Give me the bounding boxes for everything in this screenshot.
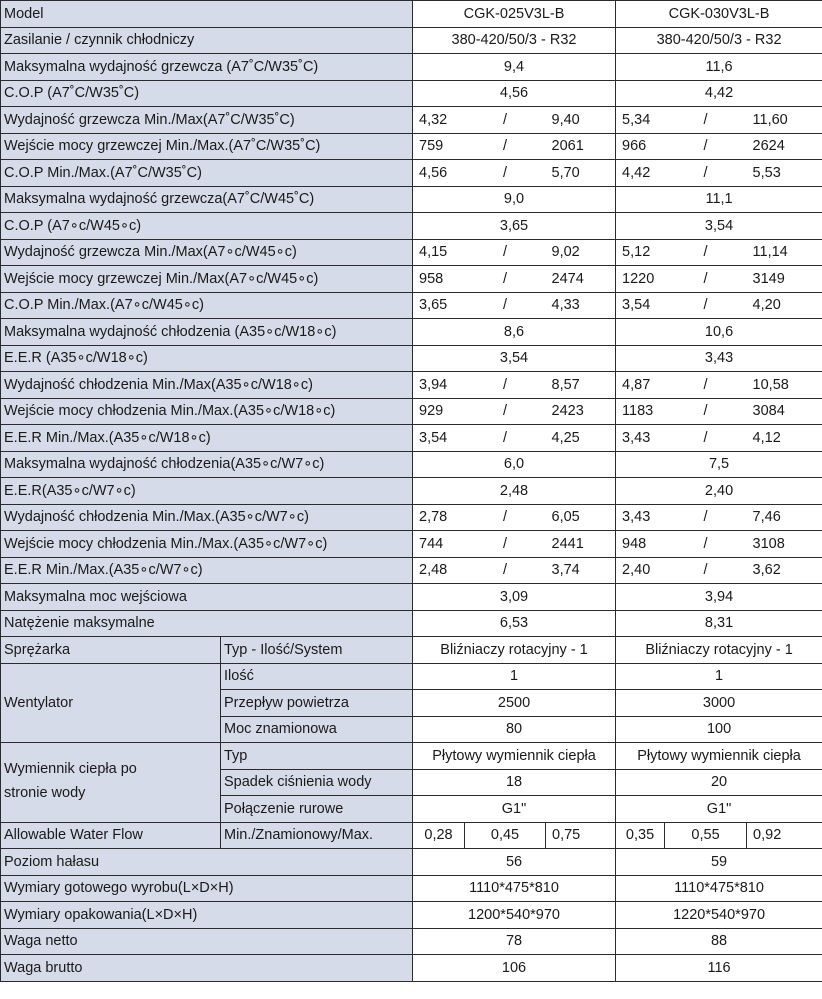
range-separator: / xyxy=(465,133,546,160)
spec-label: Wejście mocy grzewczej Min./Max(A7∘c/W45∘c) xyxy=(1,266,413,293)
spec-row xyxy=(1,425,822,452)
spec-label: Poziom hałasu xyxy=(1,849,413,876)
spec-label: C.O.P (A7˚C/W35˚C) xyxy=(1,80,413,107)
model-a-max: 9,02 xyxy=(546,239,616,266)
model-b-value: 1 xyxy=(616,663,822,690)
model-b-min: 4,87 xyxy=(616,372,665,399)
header-row xyxy=(1,1,822,28)
water-flow-label: Allowable Water Flow xyxy=(1,822,221,849)
model-b-value: 3,43 xyxy=(616,345,822,372)
model-b-value: 59 xyxy=(616,849,822,876)
model-b-value: 3,54 xyxy=(616,213,822,240)
model-b-value: Płytowy wymiennik ciepła xyxy=(616,743,822,770)
model-a-value: 380-420/50/3 - R32 xyxy=(413,27,616,54)
model-a-value: 80 xyxy=(413,716,616,743)
range-separator: / xyxy=(665,133,747,160)
model-a-value: 1 xyxy=(413,663,616,690)
range-separator: / xyxy=(465,266,546,293)
spec-label: Maksymalna wydajność chłodzenia(A35∘c/W7∘c) xyxy=(1,451,413,478)
model-a-max: 8,57 xyxy=(546,372,616,399)
model-a-min: 3,94 xyxy=(413,372,465,399)
model-a-min: 929 xyxy=(413,398,465,425)
model-b-max: 7,46 xyxy=(747,504,822,531)
model-b-value: 88 xyxy=(616,928,822,955)
spec-label: E.E.R Min./Max.(A35∘c/W7∘c) xyxy=(1,557,413,584)
spec-row xyxy=(1,478,822,505)
model-a-max: 2061 xyxy=(546,133,616,160)
model-b-min: 3,43 xyxy=(616,504,665,531)
model-b-min: 2,40 xyxy=(616,557,665,584)
model-b-max: 4,12 xyxy=(747,425,822,452)
model-b-max: 3,62 xyxy=(747,557,822,584)
spec-label: Wydajność chłodzenia Min./Max.(A35∘c/W7∘c) xyxy=(1,504,413,531)
spec-label: Wejście mocy chłodzenia Min./Max.(A35∘c/W18∘c) xyxy=(1,398,413,425)
model-b-value: 116 xyxy=(616,955,822,982)
model-b-max: 10,58 xyxy=(747,372,822,399)
model-a-flow-min: 0,28 xyxy=(413,822,465,849)
fan-sub-label: Przepływ powietrza xyxy=(221,690,413,717)
model-b-max: 3149 xyxy=(747,266,822,293)
exchanger-label xyxy=(1,743,221,823)
model-b-max: 2624 xyxy=(747,133,822,160)
model-a-min: 4,15 xyxy=(413,239,465,266)
spec-row xyxy=(1,557,822,584)
exchanger-label-line2: stronie wody xyxy=(4,785,86,802)
model-b-min: 948 xyxy=(616,531,665,558)
spec-row xyxy=(1,584,822,611)
exchanger-sub-label: Połączenie rurowe xyxy=(221,796,413,823)
spec-label: Maksymalna wydajność grzewcza (A7˚C/W35˚C) xyxy=(1,54,413,81)
range-separator: / xyxy=(665,398,747,425)
model-b-value: 3000 xyxy=(616,690,822,717)
range-separator: / xyxy=(465,531,546,558)
model-b-flow-min: 0,35 xyxy=(616,822,665,849)
compressor-sub-label: Typ - Ilość/System xyxy=(221,637,413,664)
range-separator: / xyxy=(465,398,546,425)
spec-row xyxy=(1,213,822,240)
model-a-min: 759 xyxy=(413,133,465,160)
model-a-value: 3,65 xyxy=(413,213,616,240)
water-flow-row xyxy=(1,822,822,849)
fan-label: Wentylator xyxy=(1,663,221,743)
spec-label: E.E.R Min./Max.(A35∘c/W18∘c) xyxy=(1,425,413,452)
model-b-value: 1110*475*810 xyxy=(616,875,822,902)
model-a-max: 5,70 xyxy=(546,160,616,187)
range-separator: / xyxy=(465,504,546,531)
model-a-min: 4,56 xyxy=(413,160,465,187)
model-b-value: 8,31 xyxy=(616,610,822,637)
model-a-value: 18 xyxy=(413,769,616,796)
model-b-value: 3,94 xyxy=(616,584,822,611)
model-b-value: 11,1 xyxy=(616,186,822,213)
spec-row xyxy=(1,955,822,982)
spec-label: E.E.R(A35∘c/W7∘c) xyxy=(1,478,413,505)
spec-label: Wymiary gotowego wyrobu(L×D×H) xyxy=(1,875,413,902)
spec-row xyxy=(1,107,822,134)
compressor-label: Sprężarka xyxy=(1,637,221,664)
spec-label: Wydajność chłodzenia Min./Max(A35∘c/W18∘c) xyxy=(1,372,413,399)
model-a-flow-nominal: 0,45 xyxy=(465,822,546,849)
model-b-flow-max: 0,92 xyxy=(747,822,822,849)
model-b-value: 4,42 xyxy=(616,80,822,107)
model-b-value: 1220*540*970 xyxy=(616,902,822,929)
range-separator: / xyxy=(465,292,546,319)
range-separator: / xyxy=(665,504,747,531)
spec-row xyxy=(1,398,822,425)
range-separator: / xyxy=(665,425,747,452)
model-a-value: 2,48 xyxy=(413,478,616,505)
model-a-min: 2,78 xyxy=(413,504,465,531)
spec-label: Waga brutto xyxy=(1,955,413,982)
spec-label: Wejście mocy chłodzenia Min./Max.(A35∘c/W7∘c) xyxy=(1,531,413,558)
model-b-max: 11,14 xyxy=(747,239,822,266)
model-a-min: 3,65 xyxy=(413,292,465,319)
model-a-value: 1110*475*810 xyxy=(413,875,616,902)
model-a-min: 2,48 xyxy=(413,557,465,584)
range-separator: / xyxy=(665,107,747,134)
range-separator: / xyxy=(665,292,747,319)
model-b-value: 20 xyxy=(616,769,822,796)
spec-row xyxy=(1,504,822,531)
model-a-value: 1200*540*970 xyxy=(413,902,616,929)
range-separator: / xyxy=(665,557,747,584)
model-b-value: 2,40 xyxy=(616,478,822,505)
range-separator: / xyxy=(465,239,546,266)
spec-row xyxy=(1,451,822,478)
model-b-max: 4,20 xyxy=(747,292,822,319)
model-a-value: Bliźniaczy rotacyjny - 1 xyxy=(413,637,616,664)
model-b-name: CGK-030V3L-B xyxy=(616,1,822,28)
model-b-value: G1" xyxy=(616,796,822,823)
model-a-flow-max: 0,75 xyxy=(546,822,616,849)
model-b-value: Bliźniaczy rotacyjny - 1 xyxy=(616,637,822,664)
model-a-value: 4,56 xyxy=(413,80,616,107)
spec-table-body xyxy=(1,1,822,982)
model-b-min: 3,54 xyxy=(616,292,665,319)
spec-label: Wejście mocy grzewczej Min./Max.(A7˚C/W35˚C) xyxy=(1,133,413,160)
range-separator: / xyxy=(665,160,747,187)
model-b-value: 10,6 xyxy=(616,319,822,346)
model-b-min: 5,34 xyxy=(616,107,665,134)
model-a-min: 958 xyxy=(413,266,465,293)
model-b-min: 966 xyxy=(616,133,665,160)
spec-label: Maksymalna wydajność chłodzenia (A35∘c/W18∘c) xyxy=(1,319,413,346)
model-a-min: 3,54 xyxy=(413,425,465,452)
spec-label: Maksymalna wydajność grzewcza(A7˚C/W45˚C) xyxy=(1,186,413,213)
model-a-value: 78 xyxy=(413,928,616,955)
model-b-max: 11,60 xyxy=(747,107,822,134)
spec-label: C.O.P Min./Max.(A7˚C/W35˚C) xyxy=(1,160,413,187)
spec-row xyxy=(1,372,822,399)
exchanger-sub-label: Typ xyxy=(221,743,413,770)
model-b-value: 11,6 xyxy=(616,54,822,81)
spec-row xyxy=(1,849,822,876)
spec-row xyxy=(1,531,822,558)
spec-label: Maksymalna moc wejściowa xyxy=(1,584,413,611)
model-a-value: 106 xyxy=(413,955,616,982)
exchanger-sub-label: Spadek ciśnienia wody xyxy=(221,769,413,796)
range-separator: / xyxy=(665,372,747,399)
range-separator: / xyxy=(665,531,747,558)
model-a-max: 9,40 xyxy=(546,107,616,134)
model-a-min: 744 xyxy=(413,531,465,558)
model-a-value: 9,4 xyxy=(413,54,616,81)
spec-row xyxy=(1,239,822,266)
spec-label: Wymiary opakowania(L×D×H) xyxy=(1,902,413,929)
fan-row xyxy=(1,663,822,690)
model-a-max: 4,33 xyxy=(546,292,616,319)
spec-row xyxy=(1,54,822,81)
model-b-min: 4,42 xyxy=(616,160,665,187)
spec-row xyxy=(1,27,822,54)
fan-sub-label: Ilość xyxy=(221,663,413,690)
model-a-max: 2441 xyxy=(546,531,616,558)
model-a-value: 3,54 xyxy=(413,345,616,372)
model-a-value: 56 xyxy=(413,849,616,876)
model-b-max: 3084 xyxy=(747,398,822,425)
range-separator: / xyxy=(465,372,546,399)
model-a-value: 6,53 xyxy=(413,610,616,637)
model-a-name: CGK-025V3L-B xyxy=(413,1,616,28)
compressor-row xyxy=(1,637,822,664)
model-a-value: 2500 xyxy=(413,690,616,717)
range-separator: / xyxy=(465,160,546,187)
spec-row xyxy=(1,345,822,372)
model-b-max: 5,53 xyxy=(747,160,822,187)
exchanger-row xyxy=(1,743,822,770)
model-b-min: 1220 xyxy=(616,266,665,293)
model-a-max: 3,74 xyxy=(546,557,616,584)
model-b-min: 3,43 xyxy=(616,425,665,452)
spec-label: Wydajność grzewcza Min./Max(A7∘c/W45∘c) xyxy=(1,239,413,266)
model-a-value: 8,6 xyxy=(413,319,616,346)
spec-row xyxy=(1,80,822,107)
exchanger-label-line1: Wymiennik ciepła po xyxy=(4,761,137,778)
spec-row xyxy=(1,610,822,637)
spec-row xyxy=(1,319,822,346)
spec-label: C.O.P Min./Max.(A7∘c/W45∘c) xyxy=(1,292,413,319)
model-a-value: G1" xyxy=(413,796,616,823)
water-flow-sub-label: Min./Znamionowy/Max. xyxy=(221,822,413,849)
model-b-value: 380-420/50/3 - R32 xyxy=(616,27,822,54)
model-a-value: Płytowy wymiennik ciepła xyxy=(413,743,616,770)
model-a-min: 4,32 xyxy=(413,107,465,134)
spec-row xyxy=(1,160,822,187)
spec-label: Wydajność grzewcza Min./Max(A7˚C/W35˚C) xyxy=(1,107,413,134)
model-b-value: 100 xyxy=(616,716,822,743)
model-a-max: 6,05 xyxy=(546,504,616,531)
spec-label: E.E.R (A35∘c/W18∘c) xyxy=(1,345,413,372)
model-b-value: 7,5 xyxy=(616,451,822,478)
spec-label: C.O.P (A7∘c/W45∘c) xyxy=(1,213,413,240)
range-separator: / xyxy=(665,266,747,293)
model-b-min: 1183 xyxy=(616,398,665,425)
spec-row xyxy=(1,133,822,160)
spec-row xyxy=(1,292,822,319)
model-a-value: 3,09 xyxy=(413,584,616,611)
model-b-flow-nominal: 0,55 xyxy=(665,822,747,849)
spec-row xyxy=(1,875,822,902)
model-a-value: 6,0 xyxy=(413,451,616,478)
model-a-max: 2474 xyxy=(546,266,616,293)
range-separator: / xyxy=(465,425,546,452)
model-b-max: 3108 xyxy=(747,531,822,558)
spec-row xyxy=(1,186,822,213)
model-a-max: 2423 xyxy=(546,398,616,425)
range-separator: / xyxy=(465,557,546,584)
range-separator: / xyxy=(465,107,546,134)
model-b-min: 5,12 xyxy=(616,239,665,266)
model-a-max: 4,25 xyxy=(546,425,616,452)
header-model-label: Model xyxy=(1,1,413,28)
fan-sub-label: Moc znamionowa xyxy=(221,716,413,743)
spec-row xyxy=(1,902,822,929)
model-a-value: 9,0 xyxy=(413,186,616,213)
spec-label: Waga netto xyxy=(1,928,413,955)
spec-row xyxy=(1,928,822,955)
spec-label: Natężenie maksymalne xyxy=(1,610,413,637)
spec-label: Zasilanie / czynnik chłodniczy xyxy=(1,27,413,54)
range-separator: / xyxy=(665,239,747,266)
spec-row xyxy=(1,266,822,293)
